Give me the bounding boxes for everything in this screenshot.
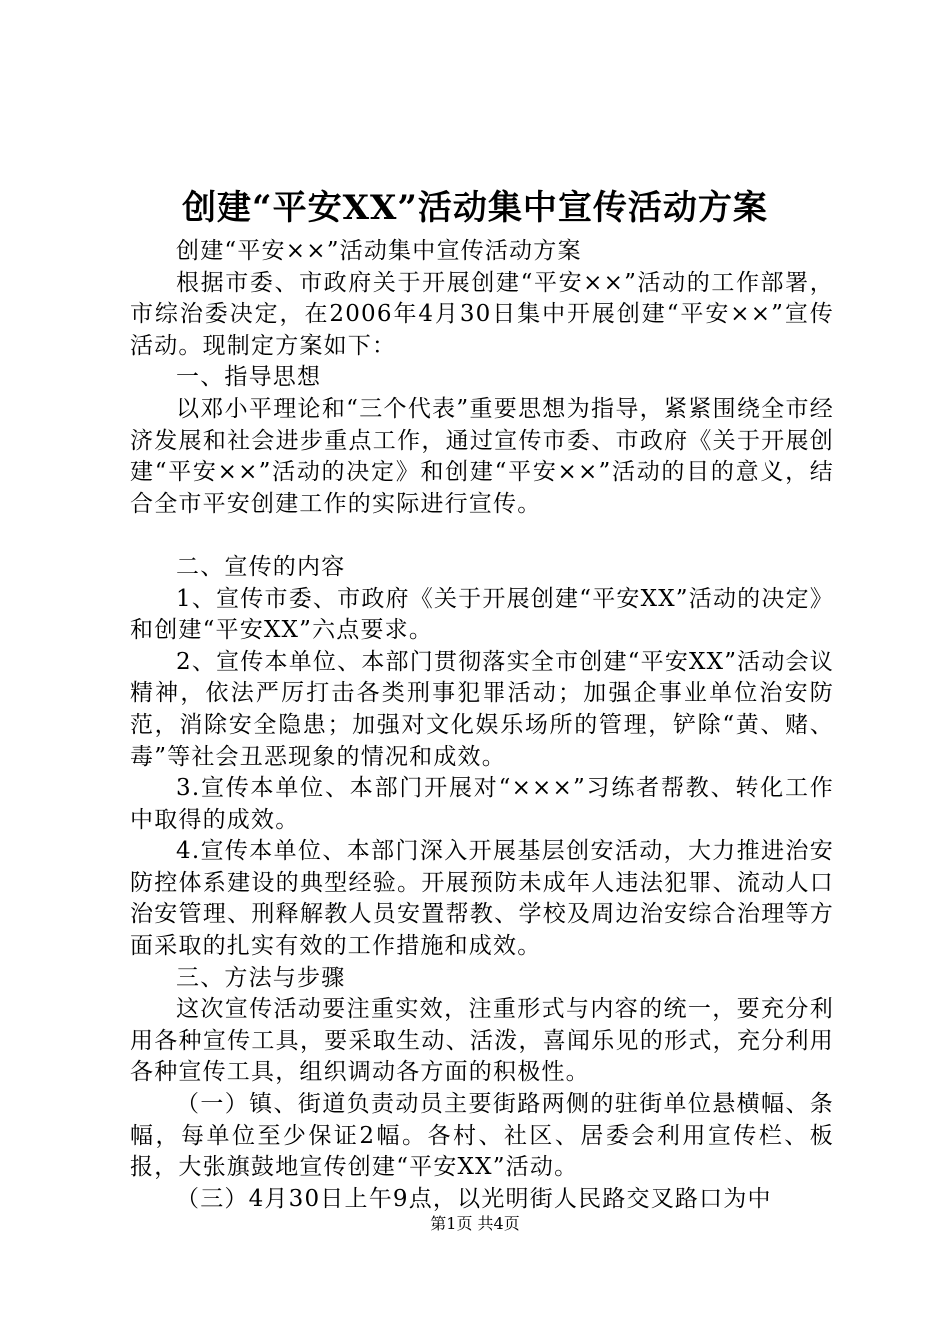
section-heading-guiding-thought: 一、指导思想 bbox=[176, 364, 322, 391]
blank-line bbox=[130, 520, 834, 552]
section-heading-content: 二、宣传的内容 bbox=[176, 553, 346, 580]
page-number-footer: 第1页 共4页 bbox=[430, 1214, 520, 1233]
paragraph-method-step-1: （一）镇、街道负责动员主要街路两侧的驻街单位悬横幅、条幅，每单位至少保证2幅。各村、社区、居委会利用宣传栏、板报，大张旗鼓地宣传创建“平安XX”活动。 bbox=[130, 1091, 834, 1181]
document-body bbox=[130, 236, 834, 1215]
paragraph-intro: 根据市委、市政府关于开展创建“平安××”活动的工作部署，市综治委决定，在2006年4月30日集中开展创建“平安××”宣传活动。现制定方案如下： bbox=[130, 269, 834, 359]
paragraph-content-item-1: 1、宣传市委、市政府《关于开展创建“平安XX”活动的决定》和创建“平安XX”六点要求。 bbox=[130, 585, 834, 644]
paragraph-content-item-2: 2、宣传本单位、本部门贯彻落实全市创建“平安XX”活动会议精神，依法严厉打击各类刑事犯罪活动；加强企事业单位治安防范，消除安全隐患；加强对文化娱乐场所的管理，铲除“黄、赌、毒”等社会丑恶现象的情况和成效。 bbox=[130, 648, 834, 770]
section-heading-methods: 三、方法与步骤 bbox=[176, 964, 346, 991]
paragraph-subtitle: 创建“平安××”活动集中宣传活动方案 bbox=[176, 238, 582, 264]
paragraph-methods: 这次宣传活动要注重实效，注重形式与内容的统一，要充分利用各种宣传工具，要采取生动、活泼，喜闻乐见的形式，充分利用各种宣传工具，组织调动各方面的积极性。 bbox=[130, 996, 834, 1086]
paragraph-method-step-3: （三）4月30日上午9点，以光明街人民路交叉路口为中 bbox=[176, 1185, 772, 1212]
paragraph-content-item-4: 4.宣传本单位、本部门深入开展基层创安活动，大力推进治安防控体系建设的典型经验。开展预防未成年人违法犯罪、流动人口治安管理、刑释解教人员安置帮教、学校及周边治安综合治理等方面采取的扎实有效的工作措施和成效。 bbox=[130, 838, 834, 960]
document-title: 创建“平安XX”活动集中宣传活动方案 bbox=[182, 188, 768, 228]
paragraph-content-item-3: 3.宣传本单位、本部门开展对“×××”习练者帮教、转化工作中取得的成效。 bbox=[130, 775, 834, 833]
paragraph-guiding-thought: 以邓小平理论和“三个代表”重要思想为指导，紧紧围绕全市经济发展和社会进步重点工作，通过宣传市委、市政府《关于开展创建“平安××”活动的决定》和创建“平安××”活动的目的意义，结合全市平安创建工作的实际进行宣传。 bbox=[130, 395, 834, 517]
